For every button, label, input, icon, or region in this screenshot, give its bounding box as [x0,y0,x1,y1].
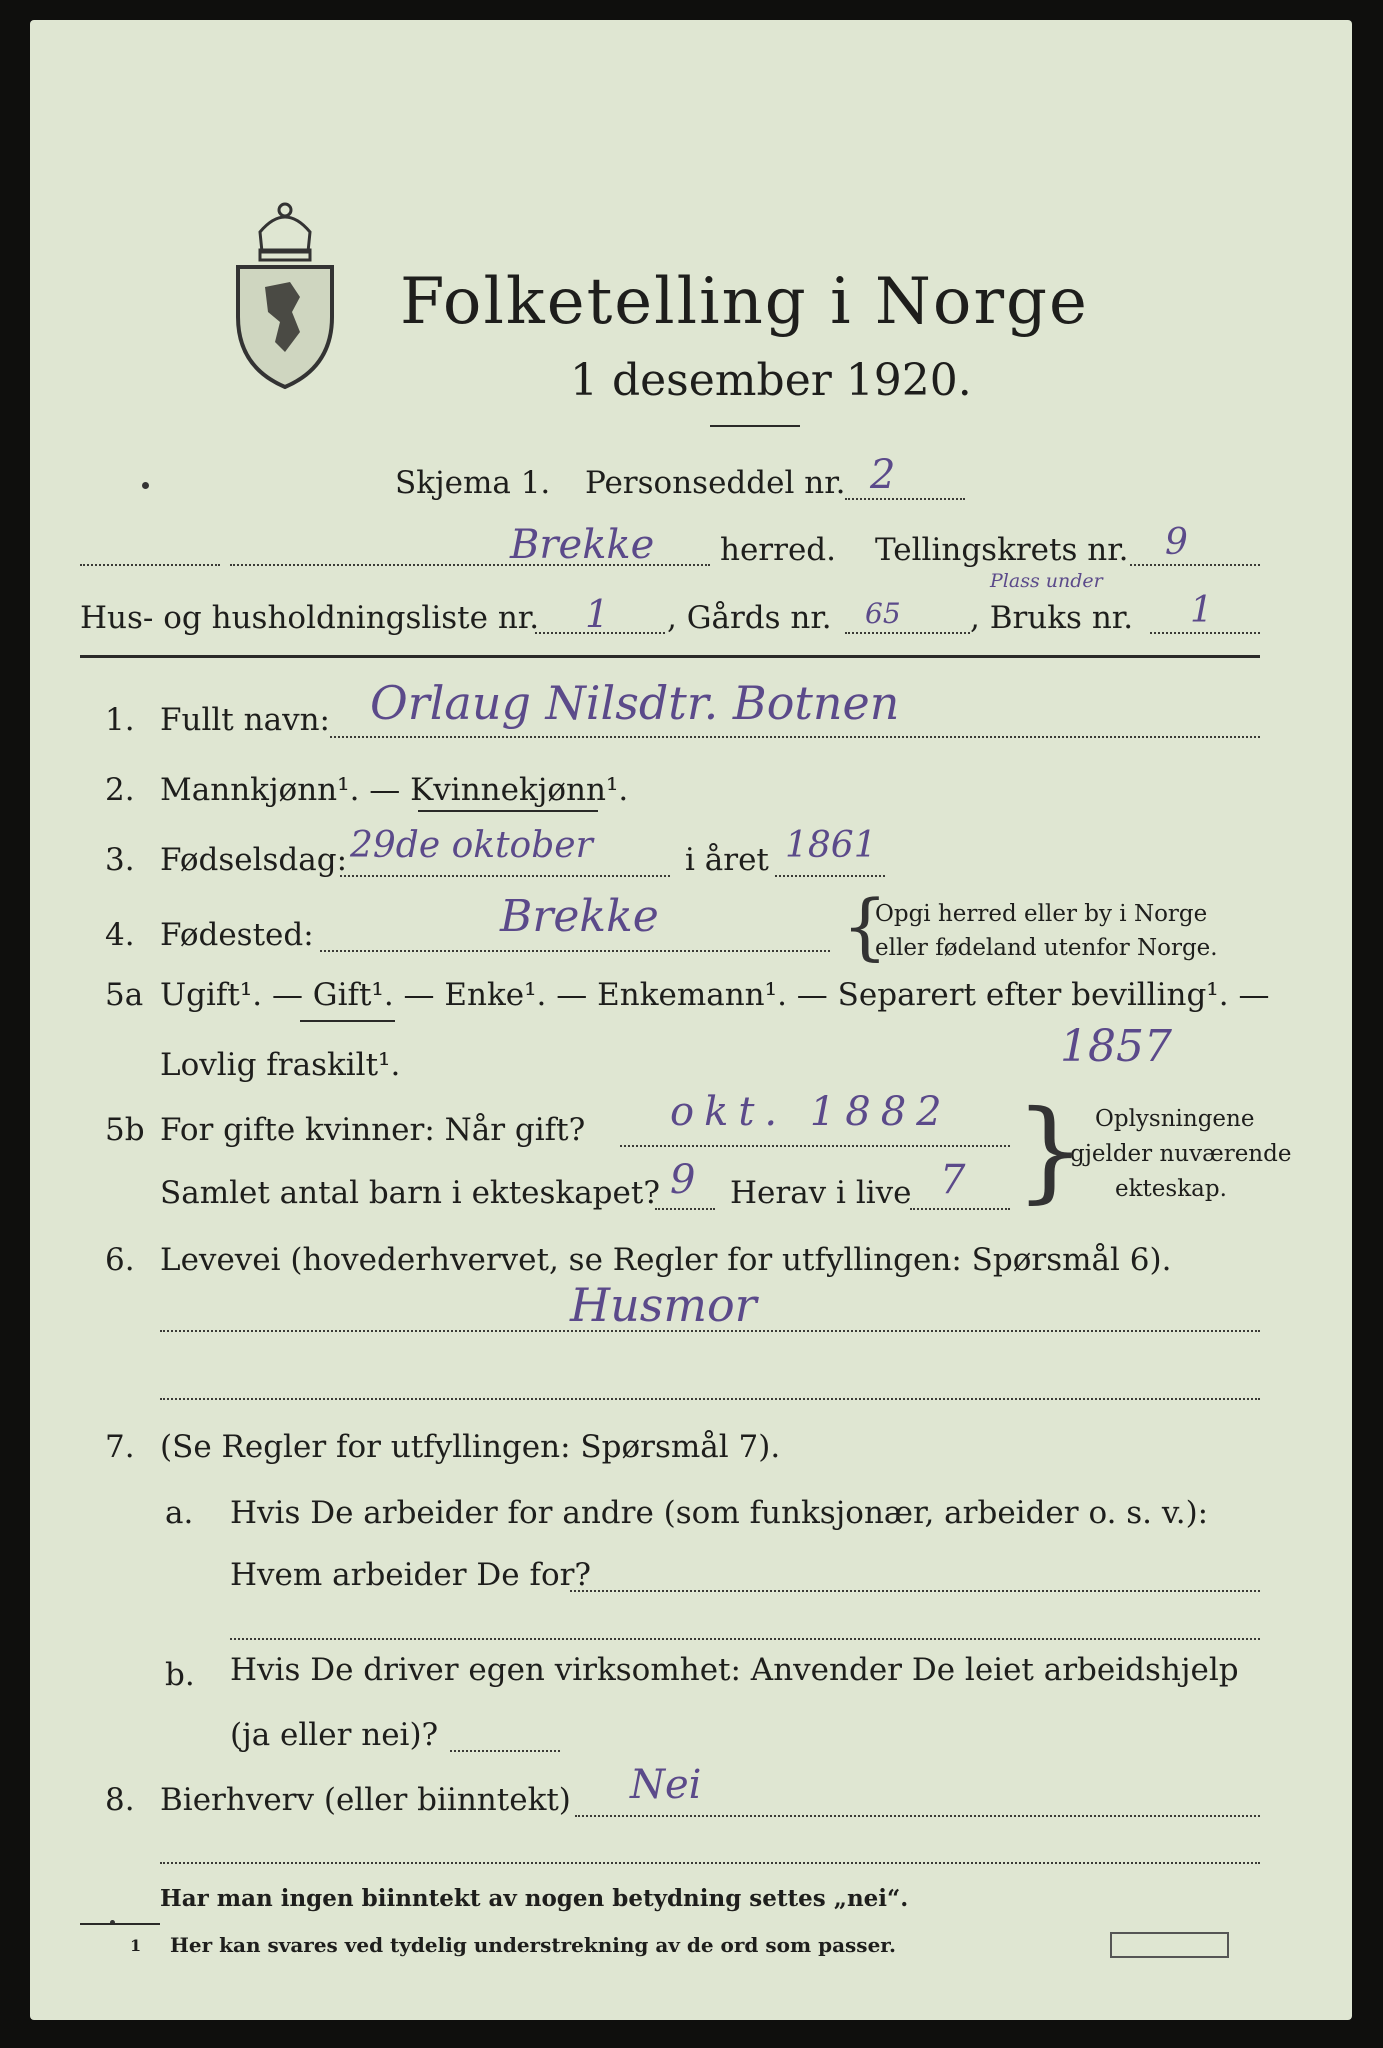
q7b-number: b. [165,1657,195,1693]
q4-label: Fødested: [160,917,314,953]
bullet-mark [142,482,149,489]
bruks-value: 1 [1190,590,1213,631]
bruks-label: , Bruks nr. [970,600,1134,636]
bruks-field-line [1150,632,1260,634]
q8-field-line-2 [160,1862,1260,1864]
gards-note: Plass under [990,570,1103,592]
q7b-label-2: (ja eller nei)? [230,1717,439,1753]
q5a-label-2: Lovlig fraskilt¹. [160,1047,401,1083]
footnote-text: Her kan svares ved tydelig understrekning av de ord som passer. [170,1933,896,1957]
q4-value: Brekke [500,891,659,942]
q1-field-line [330,736,1260,738]
q6-label: Levevei (hovederhvervet, se Regler for utfyllingen: Spørsmål 6). [160,1242,1172,1278]
q5b-children-value: 9 [670,1157,696,1203]
q7a-number: a. [165,1495,194,1531]
q3-field-line [340,875,670,877]
gards-label: , Gårds nr. [667,600,832,636]
form-date: 1 desember 1920. [570,355,972,406]
q7-label: (Se Regler for utfyllingen: Spørsmål 7). [160,1429,781,1465]
q7-number: 7. [105,1429,135,1465]
q7a-field-line [570,1590,1260,1592]
q8-field-line [575,1815,1260,1817]
q5b-brace: } [1015,1086,1085,1214]
q4-number: 4. [105,917,135,953]
q1-value: Orlaug Nilsdtr. Botnen [370,676,900,730]
hus-value: 1 [585,592,610,636]
q4-field-line [320,950,830,952]
q2-selected-underline [418,810,598,812]
q3-year-field-line [775,875,885,877]
footer-note: Har man ingen biinntekt av nogen betydning settes „nei“. [160,1885,909,1912]
title-divider [710,425,800,427]
q3-year-label: i året [685,842,769,878]
q6-number: 6. [105,1242,135,1278]
q5b-children-field-line [655,1208,715,1210]
q6-field-line-1 [160,1330,1260,1332]
gards-value: 65 [865,597,901,630]
q6-field-line-2 [160,1398,1260,1400]
coat-of-arms-icon [230,192,340,392]
q5b-number: 5b [105,1112,145,1148]
q5b-label-2: Samlet antal barn i ekteskapet? [160,1175,660,1211]
q3-value: 29de oktober [350,825,593,866]
tellingskrets-value: 9 [1165,522,1188,563]
q5b-note-1: Oplysningene [1095,1106,1255,1132]
q5a-annotation: 1857 [1060,1021,1172,1072]
footnote-divider [80,1923,160,1925]
q5b-alive-field-line [910,1208,1010,1210]
personseddel-label: Personseddel nr. [585,465,846,501]
header-divider [80,655,1260,658]
form-title: Folketelling i Norge [400,265,1089,339]
q1-number: 1. [105,702,135,738]
q2-number: 2. [105,772,135,808]
personseddel-field-line [845,498,965,500]
q7b-label: Hvis De driver egen virksomhet: Anvender De leiet arbeidshjelp [230,1652,1239,1688]
q5b-note-3: ekteskap. [1115,1176,1227,1202]
tellingskrets-field-line [1130,564,1260,566]
gards-field-line [845,632,970,634]
q5b-note-2: gjelder nuværende [1070,1141,1292,1167]
q6-value: Husmor [570,1278,757,1332]
skjema-label: Skjema 1. [395,465,551,501]
herred-value: Brekke [510,522,655,568]
q4-note-2: eller fødeland utenfor Norge. [875,935,1218,961]
q5a-number: 5a [105,977,144,1013]
q7a-label-2: Hvem arbeider De for? [230,1557,592,1593]
q2-label: Mannkjønn¹. — Kvinnekjønn¹. [160,772,629,808]
q5a-selected-underline [300,1020,395,1022]
q4-brace: { [842,884,888,968]
herred-label: herred. [720,532,836,568]
q5b-alive-label: Herav i live [730,1175,912,1211]
personseddel-value: 2 [870,452,896,498]
q5b-value: okt. 1882 [670,1089,952,1135]
q3-number: 3. [105,842,135,878]
q5b-label: For gifte kvinner: Når gift? [160,1112,586,1148]
tellingskrets-label: Tellingskrets nr. [875,532,1129,568]
herred-field-line-left [80,564,220,566]
hus-label: Hus- og husholdningsliste nr. [80,600,540,636]
q7b-field-line [450,1750,560,1752]
q3-label: Fødselsdag: [160,842,348,878]
q5b-alive-value: 7 [940,1157,966,1203]
q8-label: Bierhverv (eller biinntekt) [160,1782,571,1818]
q5b-field-line [620,1145,1010,1147]
q8-value: Nei [630,1762,702,1808]
footnote-mark: 1 [130,1936,142,1955]
q7a-label: Hvis De arbeider for andre (som funksjonær, arbeider o. s. v.): [230,1495,1209,1531]
q3-year-value: 1861 [785,825,877,866]
q7a-field-line-2 [230,1638,1260,1640]
q5a-label: Ugift¹. — Gift¹. — Enke¹. — Enkemann¹. — Separert efter bevilling¹. — [160,977,1270,1013]
q8-number: 8. [105,1782,135,1818]
census-form-sheet [30,20,1352,2020]
q4-note-1: Opgi herred eller by i Norge [875,901,1208,927]
printer-stamp [1110,1932,1229,1958]
q1-label: Fullt navn: [160,702,330,738]
